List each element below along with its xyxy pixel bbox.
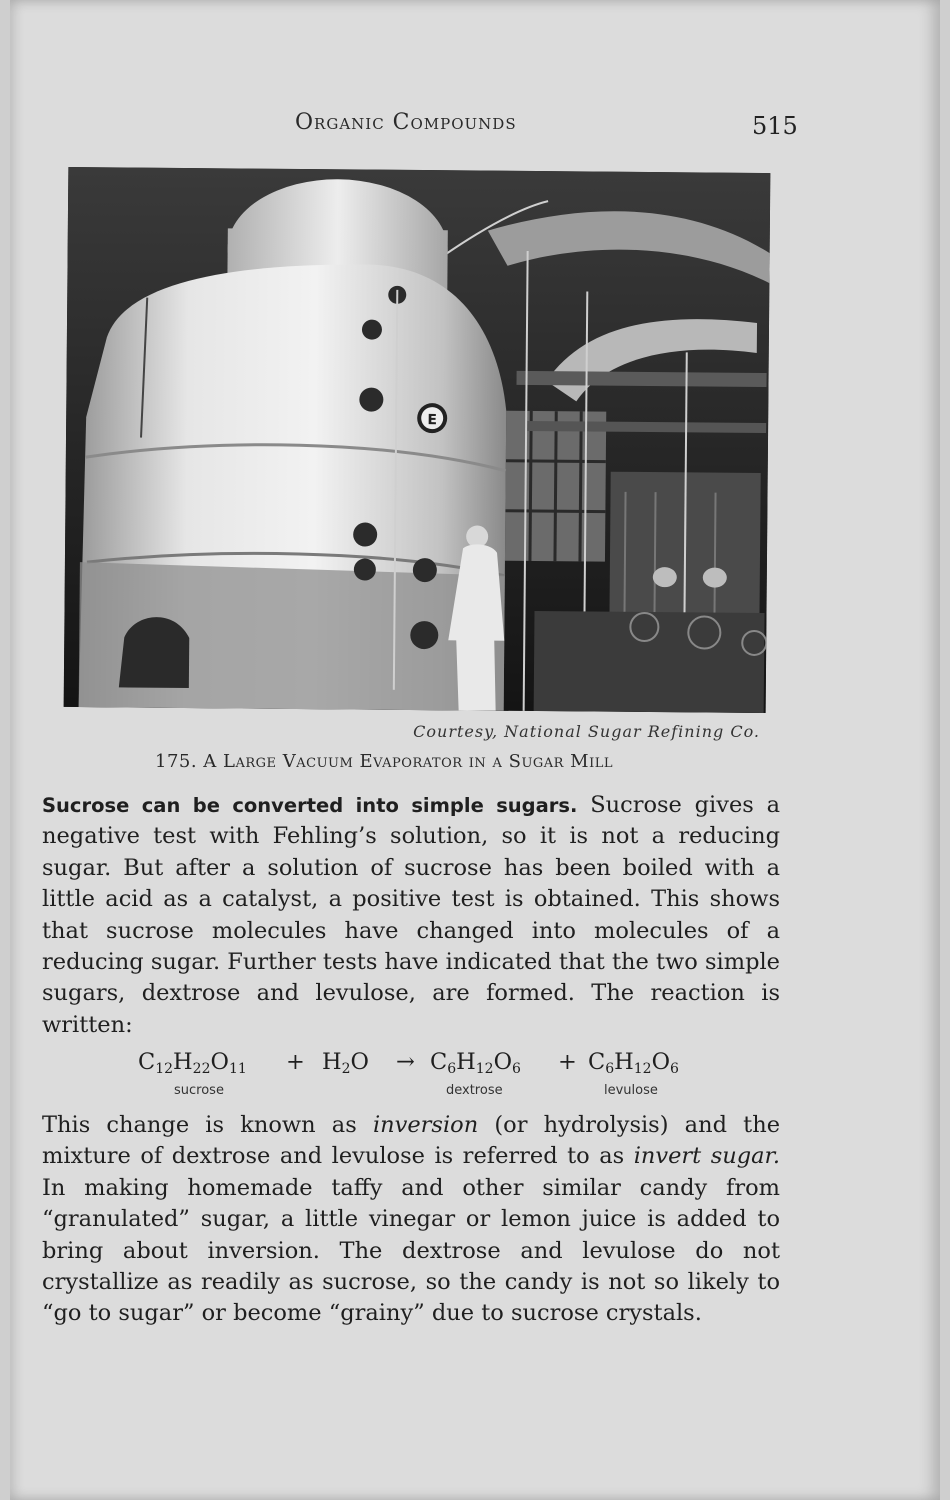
figure-caption: 175. A Large Vacuum Evaporator in a Sugar Mill bbox=[155, 751, 614, 772]
term-inversion: inversion bbox=[372, 1112, 479, 1138]
plus-sign: + bbox=[286, 1049, 305, 1075]
evaporator-photo bbox=[64, 167, 771, 713]
evaporator-illustration bbox=[64, 167, 771, 713]
book-page bbox=[10, 0, 940, 1500]
inversion-equation bbox=[120, 1049, 720, 1109]
paragraph-text: Sucrose gives a negative test with Fehling’s solution, so it is not a reducing sugar. But after a solution of sucrose has been boiled with a little acid as a catalyst, a positive test is obtained. This shows that sucrose molecules have changed into molecules of a reducing sugar. Further tests have indicated that the two simple sugars, dextrose and levulose, are formed. The reaction is written: bbox=[42, 792, 780, 1038]
paragraph-sucrose bbox=[42, 790, 780, 1041]
label-sucrose: sucrose bbox=[174, 1083, 224, 1098]
formula-dextrose: $C_6H_{12}O_6$ bbox=[430, 1049, 521, 1077]
running-head: Organic Compounds bbox=[295, 110, 517, 135]
paragraph-lead: Sucrose can be converted into simple sugars. bbox=[42, 794, 578, 817]
formula-levulose: $C_6H_{12}O_6$ bbox=[588, 1049, 679, 1077]
formula-water: $H_2O$ bbox=[322, 1049, 369, 1077]
page-header bbox=[10, 108, 940, 144]
label-levulose: levulose bbox=[604, 1083, 658, 1098]
plus-sign: + bbox=[558, 1049, 577, 1075]
paragraph-inversion: This change is known as inversion (or hydrolysis) and the mixture of dextrose and levulose is referred to as invert sugar. In making homemade taffy and other similar candy from “granulated” sugar, a little vinegar or lemon juice is added to bring about inversion. The dextrose and levulose do not crystallize as readily as sucrose, so the candy is not so likely to “go to sugar” or become “grainy” due to sucrose crystals. bbox=[42, 1112, 781, 1327]
term-invert-sugar: invert sugar. bbox=[633, 1143, 780, 1170]
page-number: 515 bbox=[752, 112, 798, 140]
label-dextrose: dextrose bbox=[446, 1083, 503, 1098]
figure-credit: Courtesy, National Sugar Refining Co. bbox=[413, 722, 760, 741]
emblem-letter: E bbox=[427, 412, 438, 429]
reaction-arrow: → bbox=[396, 1049, 415, 1075]
formula-sucrose: $C_{12}H_{22}O_{11}$ bbox=[138, 1049, 247, 1077]
